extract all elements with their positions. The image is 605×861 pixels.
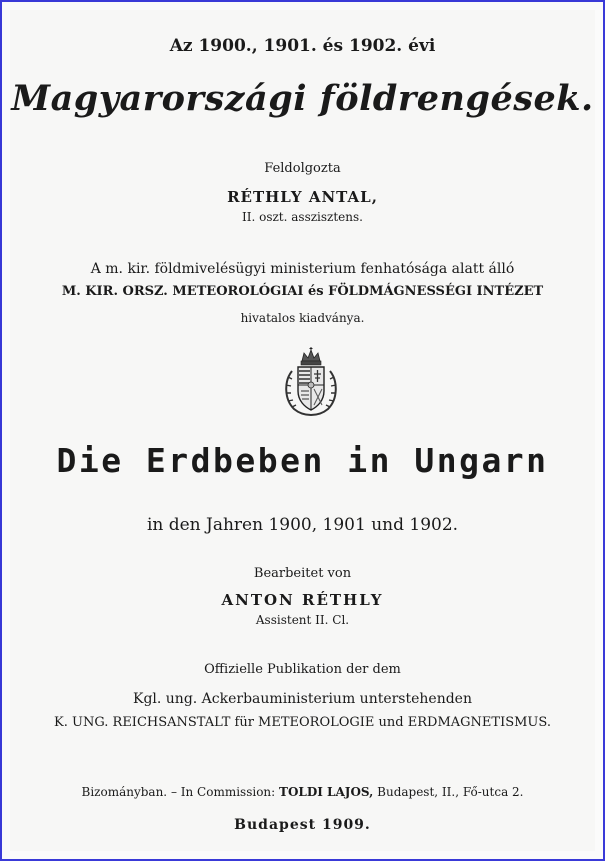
- hungarian-official-line: hivatalos kiadványa.: [240, 311, 365, 325]
- german-institute-line: K. UNG. REICHSANSTALT für METEOROLOGIE und ERDMAGNETISMUS.: [54, 715, 551, 730]
- german-title: Die Erdbeben in Ungarn: [56, 441, 549, 480]
- hungarian-title: Magyarországi földrengések.: [11, 78, 594, 119]
- german-ministry-line: Kgl. ung. Ackerbauministerium unterstehenden: [132, 691, 472, 707]
- german-author-position: Assistent II. Cl.: [255, 613, 350, 627]
- commission-publisher: TOLDI LAJOS,: [279, 785, 374, 799]
- german-official-line: Offizielle Publikation der dem: [204, 662, 401, 677]
- hungarian-ministry-line: A m. kir. földmivelésügyi ministerium fenhatósága alatt álló: [90, 261, 515, 277]
- commission-prefix: Bizományban. – In Commission:: [81, 785, 280, 799]
- german-years-line: in den Jahren 1900, 1901 und 1902.: [146, 515, 459, 535]
- german-author-name: ANTON RÉTHLY: [221, 591, 384, 609]
- title-page: [10, 10, 595, 851]
- hungarian-author-name: RÉTHLY ANTAL,: [227, 188, 378, 206]
- place-and-year: Budapest 1909.: [234, 817, 371, 833]
- hungarian-coat-of-arms-icon: [280, 347, 342, 417]
- german-edited-by: Bearbeitet von: [253, 566, 352, 581]
- commission-address: Budapest, II., Fő-utca 2.: [373, 785, 524, 799]
- commission-line: [10, 785, 595, 799]
- hungarian-institute-line: M. KIR. ORSZ. METEOROLÓGIAI és FÖLDMÁGNESSÉGI INTÉZET: [61, 284, 544, 299]
- hungarian-author-position: II. oszt. asszisztens.: [241, 210, 363, 224]
- hungarian-title-prefix: Az 1900., 1901. és 1902. évi: [169, 36, 436, 56]
- hungarian-prepared-by: Feldolgozta: [264, 161, 341, 176]
